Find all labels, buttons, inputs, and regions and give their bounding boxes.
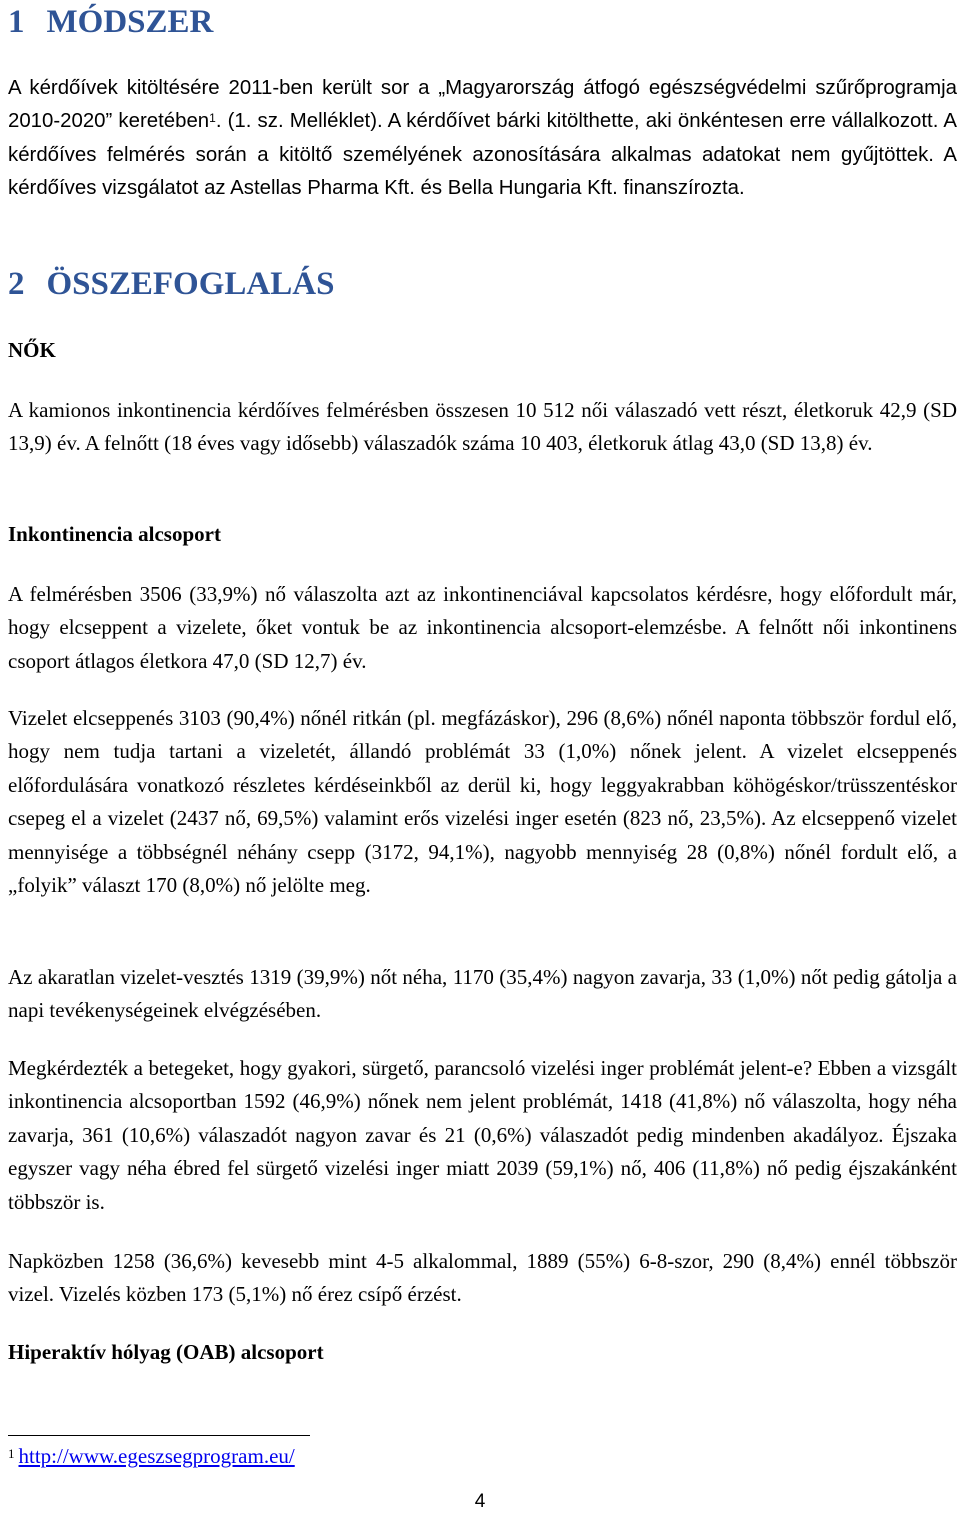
incontinence-paragraph-3: Az akaratlan vizelet-vesztés 1319 (39,9%) nőt néha, 1170 (35,4%) nagyon zavarja, 33 (1,0%) nőt pedig gátolja a napi tevékenységeinek elvégzésében. [8, 965, 957, 1023]
incontinence-paragraph-5: Napközben 1258 (36,6%) kevesebb mint 4-5 alkalommal, 1889 (55%) 6-8-szor, 290 (8,4%) ennél többször vizel. Vizelés közben 173 (5,1%) nő érez csípő érzést. [8, 1249, 957, 1307]
methods-text-end: . (1. sz. Melléklet). A kérdőívet bárki kitölthette, aki önkéntesen erre vállalkozott. A kérdőíves felmérés során a kitöltő személyének azonosítására alkalmas adatokat nem gyűjtöttek. A kérdőíves vizsgálatot az Astellas Pharma Kft. és Bella Hungaria Kft. finanszírozta. [8, 110, 957, 200]
footnote-link[interactable]: http://www.egeszsegprogram.eu/ [18, 1444, 295, 1468]
footnote [8, 1441, 295, 1471]
subheading-incontinence-subgroup: Inkontinencia alcsoport [8, 522, 221, 546]
section-heading-summary [8, 264, 334, 304]
incontinence-paragraph-2: Vizelet elcseppenés 3103 (90,4%) nőnél ritkán (pl. megfázáskor), 296 (8,6%) nőnél naponta többször fordul elő, hogy nem tudja tartani a vizeletét, állandó problémát 33 (1,0%) nőnek jelent. A vizelet elcseppenés előfordulására vonatkozó részletes kérdéseinkből az derül ki, hogy leggyakrabban köhögéskor/trüsszentéskor csepeg el a vizelet (2437 nő, 69,5%) valamint erős vizelési inger esetén (823 nő, 23,5%). Az elcseppenő vizelet mennyisége a többségnél néhány csepp (3172, 94,1%), nagyobb mennyiség 28 (0,8%) nőnél fordult elő, a „folyik” választ 170 (8,0%) nő jelölte meg. [8, 706, 957, 898]
subheading-women: NŐK [8, 338, 56, 362]
methods-text-start: A kérdőívek kitöltésére 2011-ben került sor a „Magyarország átfogó egészségvédelmi szűrőprogramja 2010-2020” keretében [8, 77, 957, 133]
methods-paragraph [8, 72, 957, 206]
footnote-marker: 1 [8, 1446, 15, 1461]
page-number: 4 [474, 1491, 486, 1512]
incontinence-paragraph-1: A felmérésben 3506 (33,9%) nő válaszolta azt az inkontinenciával kapcsolatos kérdésre, hogy előfordult már, hogy elcseppent a vizelete, őket vontuk be az inkontinencia alcsoport-elemzésbe. A felnőtt női inkontinens csoport átlagos életkora 47,0 (SD 12,7) év. [8, 582, 957, 673]
women-paragraph: A kamionos inkontinencia kérdőíves felmérésben összesen 10 512 női válaszadó vett részt, életkoruk 42,9 (SD 13,9) év. A felnőtt (18 éves vagy idősebb) válaszadók száma 10 403, életkoruk átlag 43,0 (SD 13,8) év. [8, 398, 957, 456]
footnote-separator [8, 1435, 310, 1436]
incontinence-paragraph-4: Megkérdezték a betegeket, hogy gyakori, sürgető, parancsoló vizelési inger problémát jelent-e? Ebben a vizsgált inkontinencia alcsoportban 1592 (46,9%) nőnek nem jelent problémát, 1418 (41,8%) nő válaszolta, hogy néha zavarja, 361 (10,6%) válaszadót nagyon zavar és 21 (0,6%) válaszadót pedig mindenben akadályoz. Éjszaka egyszer vagy néha ébred fel sürgető vizelési inger miatt 2039 (59,1%) nő, 406 (11,8%) nő pedig éjszakánként többször is. [8, 1056, 957, 1214]
footnote-reference[interactable]: 1 [209, 111, 216, 126]
subheading-oab-subgroup: Hiperaktív hólyag (OAB) alcsoport [8, 1340, 324, 1364]
section-title: ÖSSZEFOGLALÁS [46, 266, 335, 302]
section-number: 2 [8, 266, 25, 302]
section-number: 1 [8, 4, 25, 40]
section-title: MÓDSZER [46, 4, 214, 40]
section-heading-methods [8, 2, 213, 42]
